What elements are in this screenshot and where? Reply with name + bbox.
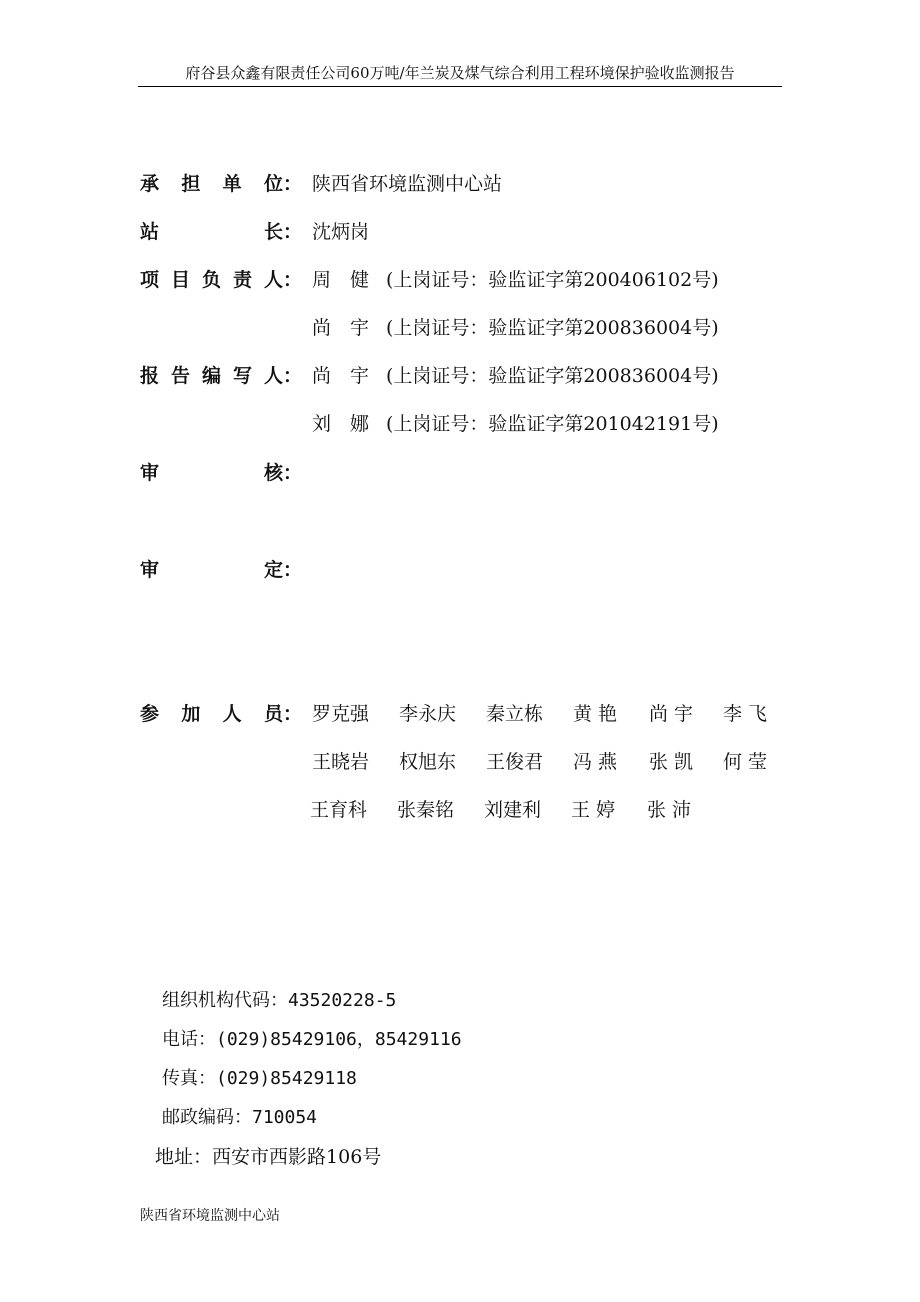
participant: 尚 宇 (649, 703, 694, 725)
label-char: 目 (170, 269, 190, 291)
footer-org: 陕西省环境监测中心站 (140, 1208, 280, 1224)
project-lead-entry (312, 313, 719, 343)
label-char: 长： (263, 221, 302, 243)
participant: 王俊君 (486, 751, 544, 773)
participant: 张 沛 (647, 799, 692, 821)
participant: 李永庆 (399, 703, 457, 725)
label-char: 审 (140, 559, 160, 581)
org-code-value: 43520228-5 (288, 990, 397, 1011)
label-char: 项 (140, 269, 160, 291)
fax-label: 传真： (162, 1068, 216, 1089)
field-participants-label (140, 699, 302, 729)
person-name: 尚 宇 (312, 317, 370, 339)
postcode-value: 710054 (252, 1107, 318, 1128)
phone-value: (029)85429106，85429116 (216, 1029, 462, 1050)
label-char: 责 (232, 269, 252, 291)
participant: 秦立栋 (486, 703, 544, 725)
participant: 王 婷 (571, 799, 616, 821)
label-char: 承 (140, 173, 160, 195)
participant: 王晓岩 (312, 751, 370, 773)
label-char: 加 (181, 703, 201, 725)
address-label: 地址： (155, 1146, 213, 1168)
label-char: 负 (201, 269, 221, 291)
field-project-lead-label (140, 265, 302, 295)
label-char: 站 (140, 221, 160, 243)
participant: 张 凯 (649, 751, 694, 773)
label-char: 审 (140, 462, 160, 484)
participant: 黄 艳 (573, 703, 618, 725)
postcode-label: 邮政编码： (162, 1107, 252, 1128)
label-char: 人： (263, 365, 302, 387)
fax-line (162, 1066, 357, 1092)
label-char: 人： (263, 269, 302, 291)
project-lead-entry (312, 265, 719, 295)
participant: 刘建利 (484, 799, 542, 821)
participant: 王育科 (310, 799, 368, 821)
phone-line (162, 1027, 462, 1053)
participant: 冯 燕 (573, 751, 618, 773)
participant: 何 莹 (723, 751, 768, 773)
fax-value: (029)85429118 (216, 1068, 357, 1089)
person-cert: (上岗证号：验监证字第200406102号) (386, 269, 719, 291)
participant: 李 飞 (723, 703, 768, 725)
field-approve-label (140, 555, 302, 585)
person-name: 周 健 (312, 269, 370, 291)
person-cert: (上岗证号：验监证字第200836004号) (386, 317, 719, 339)
label-char: 报 (140, 365, 160, 387)
label-char: 人 (222, 703, 242, 725)
address-line (155, 1144, 381, 1170)
label-char: 位： (263, 173, 302, 195)
report-header (138, 62, 782, 87)
label-char: 核： (263, 462, 302, 484)
label-char: 写 (232, 365, 252, 387)
label-char: 单 (222, 173, 242, 195)
author-entry (312, 409, 719, 439)
participant: 权旭东 (399, 751, 457, 773)
org-code-line (162, 988, 396, 1014)
label-char: 告 (170, 365, 190, 387)
participant: 张秦铭 (397, 799, 455, 821)
label-char: 定： (263, 559, 302, 581)
label-char: 担 (181, 173, 201, 195)
field-review-label (140, 458, 302, 488)
field-unit-value: 陕西省环境监测中心站 (312, 173, 503, 195)
field-director-label (140, 217, 302, 247)
author-entry (312, 361, 719, 391)
postcode-line (162, 1105, 317, 1131)
label-char: 参 (140, 703, 160, 725)
org-code-label: 组织机构代码： (162, 990, 288, 1011)
address-value: 西安市西影路106号 (212, 1146, 382, 1168)
label-char: 编 (201, 365, 221, 387)
label-char: 员： (263, 703, 302, 725)
phone-label: 电话： (162, 1029, 216, 1050)
person-name: 尚 宇 (312, 365, 370, 387)
participant: 罗克强 (312, 703, 370, 725)
person-cert: (上岗证号：验监证字第201042191号) (386, 413, 719, 435)
field-authors-label (140, 361, 302, 391)
field-director-value: 沈炳岗 (312, 221, 370, 243)
field-unit-label (140, 169, 302, 199)
person-cert: (上岗证号：验监证字第200836004号) (386, 365, 719, 387)
header-title: 府谷县众鑫有限责任公司60万吨/年兰炭及煤气综合利用工程环境保护验收监测报告 (185, 64, 735, 82)
person-name: 刘 娜 (312, 413, 370, 435)
page-footer (140, 1206, 280, 1226)
